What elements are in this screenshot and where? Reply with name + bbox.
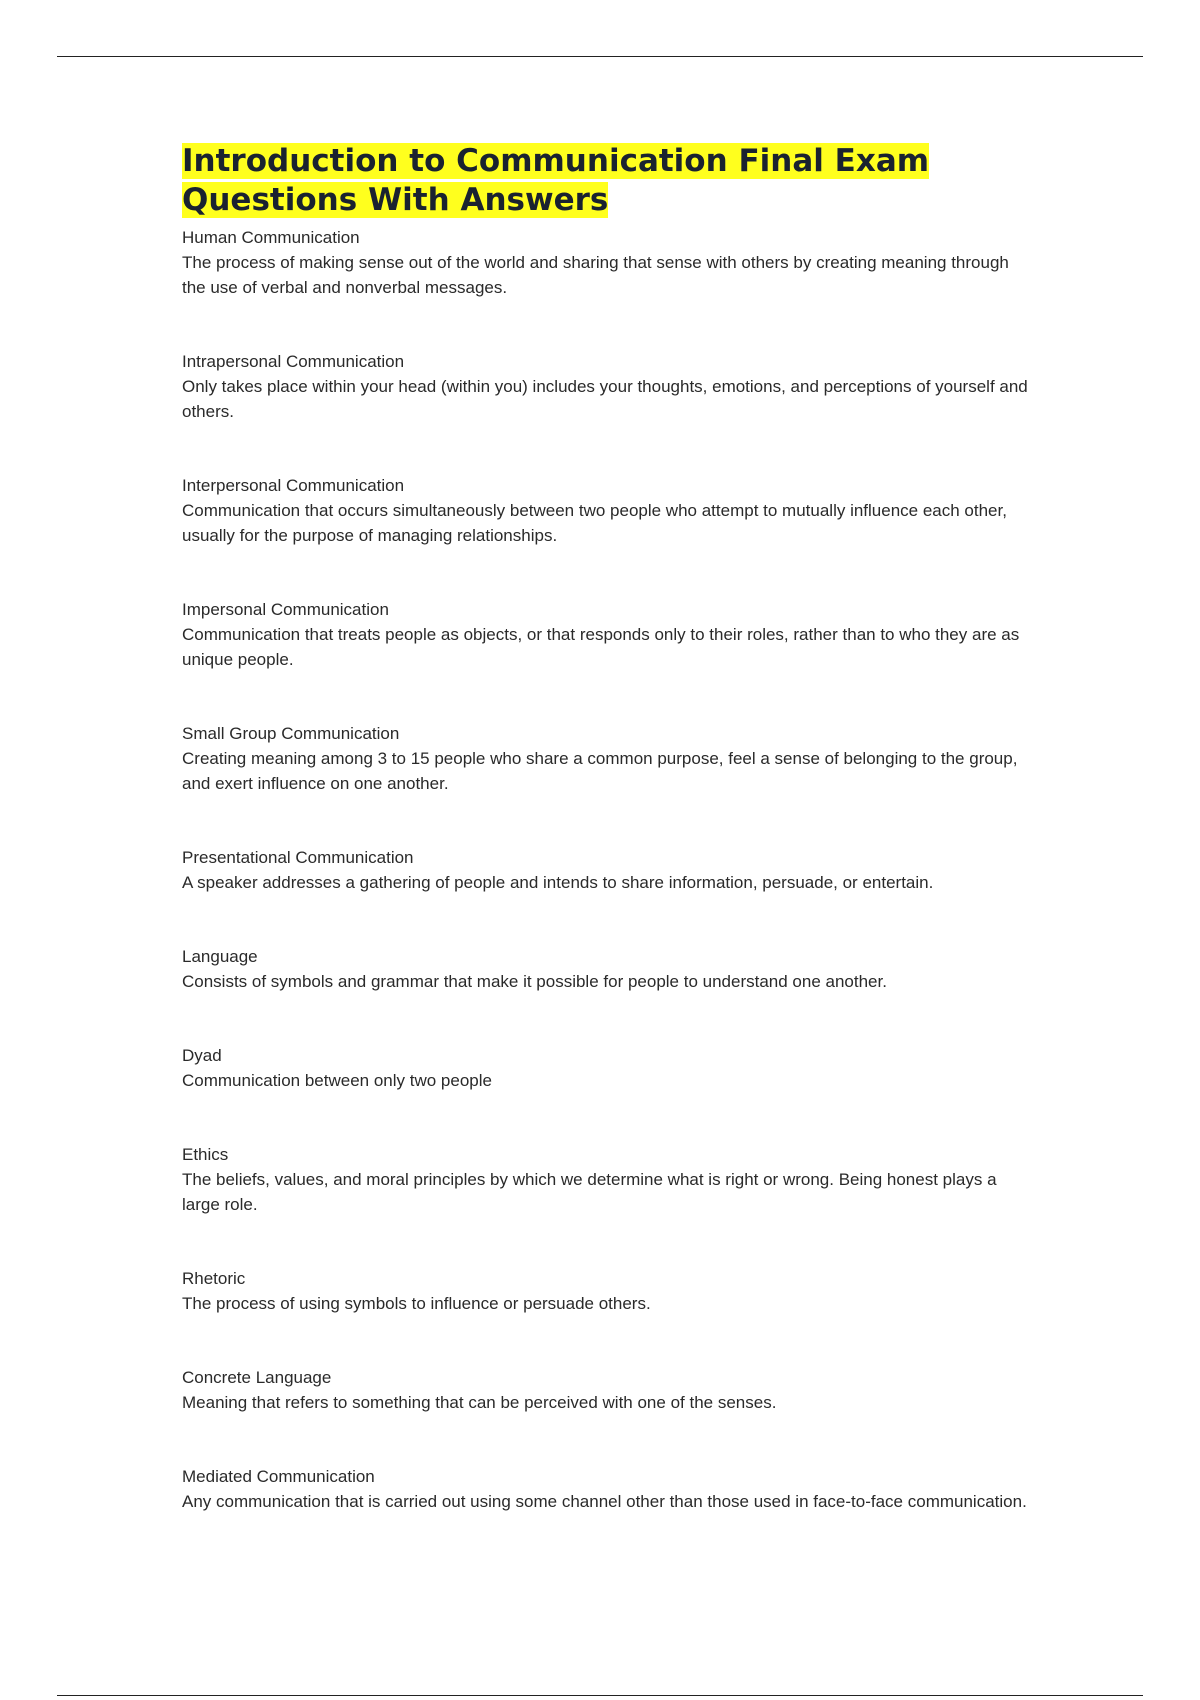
entry-definition: The process of making sense out of the world and sharing that sense with others by creating meaning through the use of verbal and nonverbal messages. xyxy=(182,253,1009,297)
entry-term: Ethics xyxy=(182,1145,229,1164)
entry-concrete-language xyxy=(182,1365,1032,1415)
entry-term: Rhetoric xyxy=(182,1269,246,1288)
document-title xyxy=(182,142,1032,220)
entry-definition: Meaning that refers to something that can be perceived with one of the senses. xyxy=(182,1393,777,1412)
entry-rhetoric xyxy=(182,1266,1032,1316)
entry-definition: Any communication that is carried out using some channel other than those used in face-to-face communication. xyxy=(182,1492,1027,1511)
entry-definition: Creating meaning among 3 to 15 people who share a common purpose, feel a sense of belonging to the group, and exert influence on one another. xyxy=(182,749,1018,793)
entry-term: Interpersonal Communication xyxy=(182,476,405,495)
entry-term: Impersonal Communication xyxy=(182,600,389,619)
entry-definition: Communication between only two people xyxy=(182,1071,492,1090)
entry-definition: Communication that treats people as objects, or that responds only to their roles, rather than to who they are as unique people. xyxy=(182,625,1020,669)
entry-mediated-communication xyxy=(182,1464,1032,1514)
title-line-1: Introduction to Communication Final Exam xyxy=(182,143,930,179)
entry-impersonal-communication xyxy=(182,597,1032,672)
entry-presentational-communication xyxy=(182,845,1032,895)
entry-dyad xyxy=(182,1043,1032,1093)
entry-term: Small Group Communication xyxy=(182,724,400,743)
title-line-2: Questions With Answers xyxy=(182,182,609,218)
entry-definition: Only takes place within your head (within you) includes your thoughts, emotions, and perceptions of yourself and others. xyxy=(182,377,1028,421)
entry-definition: Communication that occurs simultaneously between two people who attempt to mutually influence each other, usually for the purpose of managing relationships. xyxy=(182,501,1007,545)
entry-term: Mediated Communication xyxy=(182,1467,375,1486)
entry-intrapersonal-communication xyxy=(182,349,1032,424)
entry-language xyxy=(182,944,1032,994)
entry-term: Concrete Language xyxy=(182,1368,332,1387)
entry-term: Presentational Communication xyxy=(182,848,414,867)
entry-human-communication xyxy=(182,225,1032,300)
entry-term: Language xyxy=(182,947,258,966)
entry-interpersonal-communication xyxy=(182,473,1032,548)
entry-definition: A speaker addresses a gathering of people and intends to share information, persuade, or entertain. xyxy=(182,873,934,892)
document-body xyxy=(182,142,1032,1514)
entry-term: Dyad xyxy=(182,1046,222,1065)
entry-definition: Consists of symbols and grammar that make it possible for people to understand one another. xyxy=(182,972,887,991)
entry-small-group-communication xyxy=(182,721,1032,796)
entry-ethics xyxy=(182,1142,1032,1217)
entry-term: Intrapersonal Communication xyxy=(182,352,405,371)
entry-definition: The beliefs, values, and moral principles by which we determine what is right or wrong. Being honest plays a large role. xyxy=(182,1170,997,1214)
entry-definition: The process of using symbols to influence or persuade others. xyxy=(182,1294,651,1313)
header-rule xyxy=(57,56,1143,57)
footer-rule xyxy=(57,1695,1143,1696)
entry-term: Human Communication xyxy=(182,228,360,247)
